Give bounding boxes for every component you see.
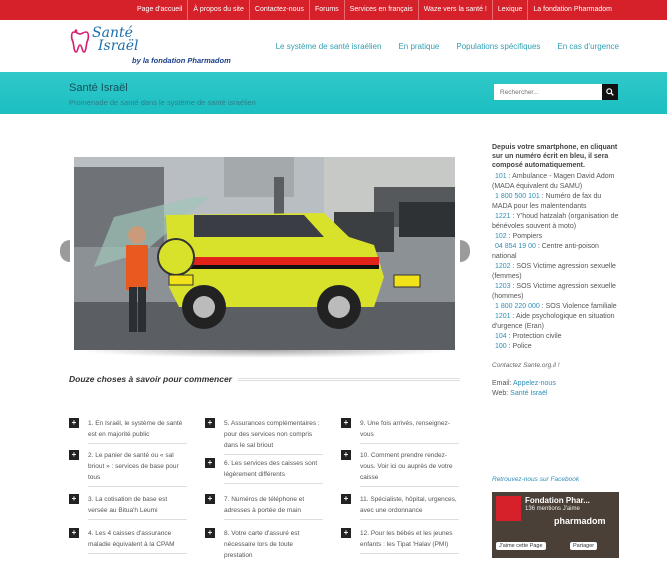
slider-shadow xyxy=(74,350,455,358)
emergency-number[interactable]: 1221 xyxy=(495,213,511,220)
list-item[interactable]: + 6. Les services des caisses sont légèrement différents xyxy=(205,458,323,484)
plus-icon: + xyxy=(69,528,79,538)
fb-share-button[interactable]: Partager xyxy=(570,542,597,550)
topnav-forums[interactable]: Forums xyxy=(309,0,344,20)
fb-like-button[interactable]: J'aime cette Page xyxy=(496,542,546,550)
emergency-item: 1202 : SOS Victime agression sexuelle (femmes) xyxy=(492,263,616,280)
plus-icon: + xyxy=(205,418,215,428)
emergency-item: 04 854 19 00 : Centre anti-poison national xyxy=(492,243,599,260)
emergency-item: 1 800 220 000 : SOS Violence familiale xyxy=(495,303,617,310)
list-item[interactable]: + 10. Comment prendre rendez-vous. Voir ici ou auprès de votre caisse xyxy=(341,450,459,487)
sidebar xyxy=(492,143,622,399)
mainnav-populations[interactable]: Populations spécifiques xyxy=(456,42,541,51)
topnav-contact[interactable]: Contactez-nous xyxy=(249,0,309,20)
plus-icon: + xyxy=(69,450,79,460)
main-nav xyxy=(259,42,619,51)
emergency-number[interactable]: 102 xyxy=(495,233,507,240)
list-item[interactable]: + 5. Assurances complémentaires : pour des services non compris dans le sal briout xyxy=(205,418,323,455)
topnav-fondation[interactable]: La fondation Pharmadom xyxy=(527,0,617,20)
search-input[interactable] xyxy=(494,84,602,100)
emergency-number[interactable]: 1 800 220 000 xyxy=(495,303,540,310)
emergency-list xyxy=(492,172,622,352)
plus-icon: + xyxy=(69,418,79,428)
mainnav-systeme[interactable]: Le système de santé israélien xyxy=(275,42,382,51)
list-item[interactable]: + 9. Une fois arrivés, renseignez-vous xyxy=(341,418,459,444)
search-icon xyxy=(606,88,614,96)
topnav-lexique[interactable]: Lexique xyxy=(492,0,528,20)
sidebar-intro: Depuis votre smartphone, en cliquant sur un numéro écrit en bleu, il sera composé automatiquement. xyxy=(492,144,618,169)
logo-line2: Israël xyxy=(98,38,139,54)
search-form xyxy=(494,84,618,100)
slider-next-arrow[interactable] xyxy=(460,240,470,262)
plus-icon: + xyxy=(205,528,215,538)
title-band xyxy=(0,72,667,114)
top-bar xyxy=(0,0,667,20)
logo-text xyxy=(92,27,139,53)
logo-line1: Santé xyxy=(92,25,133,41)
emergency-number[interactable]: 1201 xyxy=(495,313,511,320)
facebook-heading[interactable]: Retrouvez-nous sur Facebook xyxy=(492,476,580,483)
plus-icon: + xyxy=(205,494,215,504)
list-item[interactable]: + 12. Pour les bébés et les jeunes enfants : les Tipat 'Halav (PMI) xyxy=(341,528,459,554)
fb-page-avatar xyxy=(496,496,521,521)
facebook-widget[interactable] xyxy=(492,492,619,558)
list-item[interactable]: + 7. Numéros de téléphone et adresses à portée de main xyxy=(205,494,323,520)
plus-icon: + xyxy=(341,494,351,504)
email-link[interactable]: Appelez-nous xyxy=(513,380,556,387)
list-item[interactable]: + 8. Votre carte d'assuré est nécessaire lors de toute prestation xyxy=(205,528,323,562)
logo-subtitle: by la fondation Pharmadom xyxy=(132,56,231,65)
list-item[interactable]: + 1. En Israël, le système de santé est en majorité public xyxy=(69,418,187,444)
page-title: Santé Israël xyxy=(69,82,128,94)
emergency-item: 100 : Police xyxy=(495,343,532,350)
emergency-item: 1201 : Aide psychologique en situation d'urgence (Eran) xyxy=(492,313,615,330)
fb-likes-count: 136 mentions J'aime xyxy=(525,506,580,512)
list-item[interactable]: + 2. Le panier de santé ou « sal briout » : services de base pour tous xyxy=(69,450,187,487)
page-tagline: Promenade de santé dans le système de santé israélien xyxy=(69,98,256,107)
topnav-accueil[interactable]: Page d'accueil xyxy=(137,6,183,13)
fb-cover-text: pharmadom xyxy=(554,516,606,526)
web-line: Web: Santé Israël xyxy=(492,390,548,397)
emergency-item: 101 : Ambulance - Magen David Adom (MADA équivalent du SAMU) xyxy=(492,173,615,190)
plus-icon: + xyxy=(341,450,351,460)
topnav-services-fr[interactable]: Services en français xyxy=(344,0,418,20)
emergency-number[interactable]: 104 xyxy=(495,333,507,340)
top-nav xyxy=(132,0,617,20)
emergency-number[interactable]: 1202 xyxy=(495,263,511,270)
emergency-number[interactable]: 101 xyxy=(495,173,507,180)
section-divider xyxy=(238,378,460,381)
list-item[interactable]: + 3. La cotisation de base est versée au Bitua'h Leumi xyxy=(69,494,187,520)
emergency-item: 102 : Pompiers xyxy=(495,233,543,240)
ambulance-photo xyxy=(74,157,455,350)
emergency-item: 1221 : Y'houd hatzalah (organisation de bénévoles souvent à moto) xyxy=(492,213,619,230)
plus-icon: + xyxy=(205,458,215,468)
emergency-number[interactable]: 1 800 500 101 xyxy=(495,193,540,200)
slider-image xyxy=(74,157,455,350)
plus-icon: + xyxy=(341,528,351,538)
mainnav-pratique[interactable]: En pratique xyxy=(398,42,440,51)
plus-icon: + xyxy=(69,494,79,504)
emergency-item: 1 800 500 101 : Numéro de fax du MADA pour les malentendants xyxy=(492,193,602,210)
header xyxy=(0,20,667,72)
tooth-icon xyxy=(70,29,90,55)
fb-page-name[interactable]: Fondation Phar... xyxy=(525,496,590,505)
section-heading: Douze choses à savoir pour commencer xyxy=(69,374,232,384)
web-link[interactable]: Santé Israël xyxy=(510,390,548,397)
plus-icon: + xyxy=(341,418,351,428)
topnav-apropos[interactable]: À propos du site xyxy=(187,0,249,20)
emergency-number[interactable]: 04 854 19 00 xyxy=(495,243,536,250)
mainnav-urgence[interactable]: En cas d'urgence xyxy=(557,42,619,51)
emergency-number[interactable]: 1203 xyxy=(495,283,511,290)
emergency-item: 1203 : SOS Victime agression sexuelle (hommes) xyxy=(492,283,616,300)
contact-heading: Contactez Sante.org.il ! xyxy=(492,362,560,369)
email-line: Email: Appelez-nous xyxy=(492,380,556,387)
site-logo[interactable] xyxy=(70,27,245,67)
emergency-number[interactable]: 100 xyxy=(495,343,507,350)
emergency-item: 104 : Protection civile xyxy=(495,333,562,340)
list-item[interactable]: + 11. Spécialiste, hôpital, urgences, avec une ordonnance xyxy=(341,494,459,520)
topnav-waze[interactable]: Waze vers la santé ! xyxy=(418,0,492,20)
search-button[interactable] xyxy=(602,84,618,100)
slider-prev-arrow[interactable] xyxy=(60,240,70,262)
list-item[interactable]: + 4. Les 4 caisses d'assurance maladie équivalent à la CPAM xyxy=(69,528,187,554)
